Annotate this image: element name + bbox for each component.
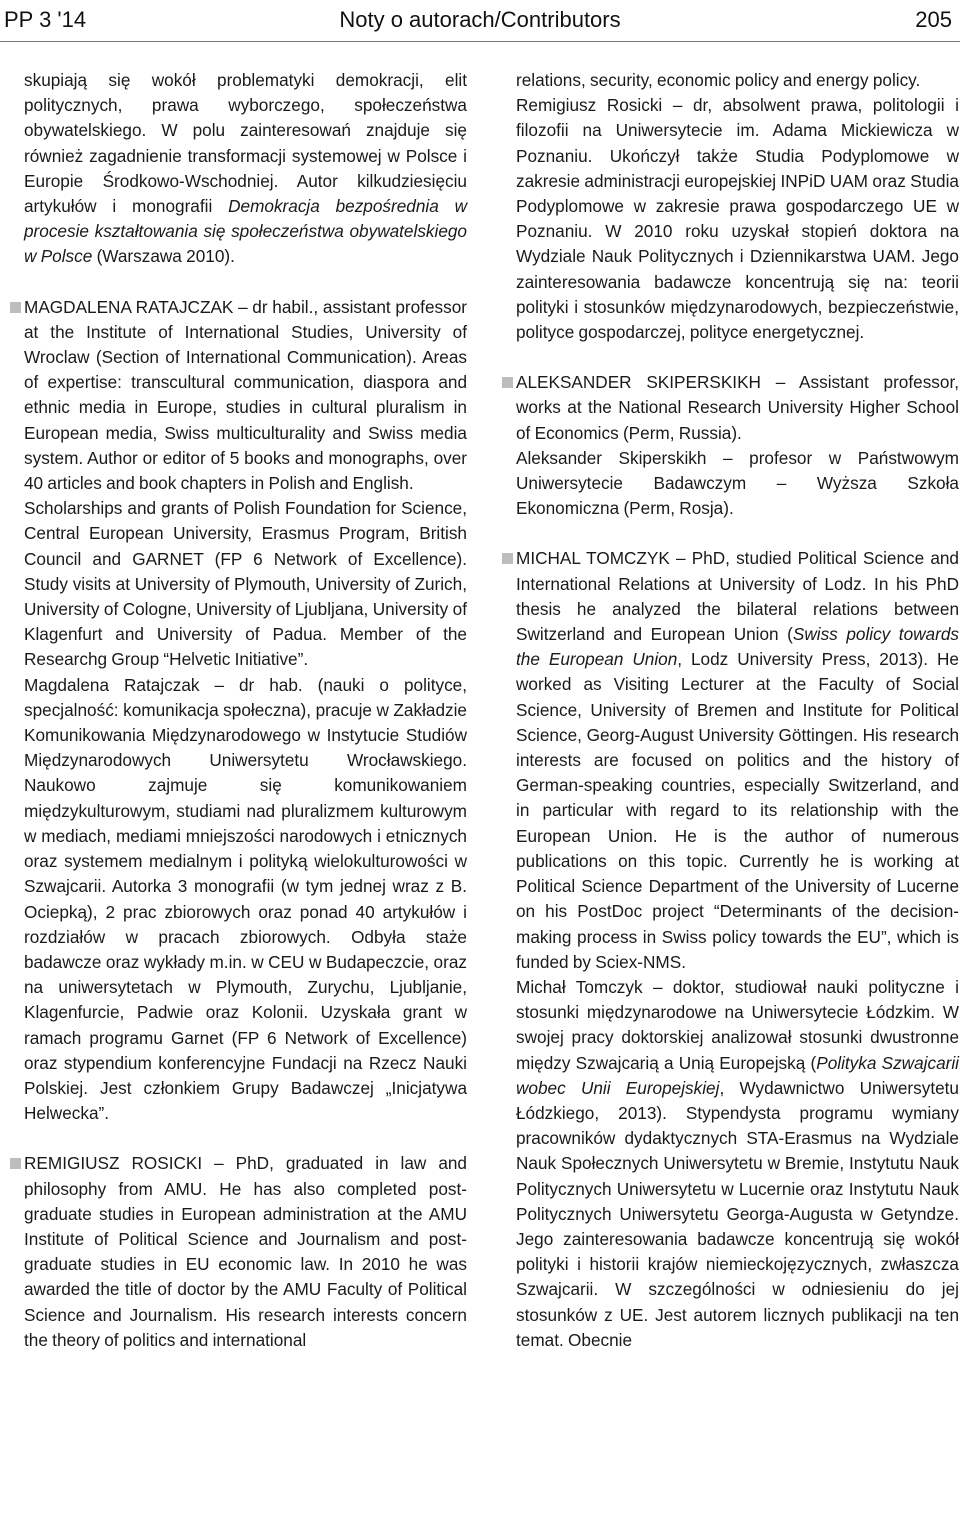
journal-issue: PP 3 '14 bbox=[4, 7, 87, 32]
contributor-entry-ratajczak bbox=[24, 295, 467, 1127]
book-title: Demokracja bezpośrednia w procesie kształtowania się społeczeństwa obywatelskiego w Polsce bbox=[24, 196, 468, 267]
left-column bbox=[24, 68, 467, 1353]
entry-bullet bbox=[502, 377, 513, 388]
page-header bbox=[0, 0, 960, 40]
contributor-name: MAGDALENA RATAJCZAK – dr habil. bbox=[24, 296, 314, 317]
contributor-name: MICHAL TOMCZYK – PhD bbox=[516, 548, 726, 569]
bio-english bbox=[516, 546, 959, 974]
bio-english bbox=[516, 370, 959, 446]
bio-text-cont: , Lodz University Press, 2013). He worked as Visiting Lecturer at the Faculty of Social Science, University of Bremen and Institute for Political Science, Georg-August University Göttingen. His research interests are focused on politics and the history of German-speaking countries, especially Switzerland, and in particular with regard to its relationship with the European Union. He is the author of numerous publications on this topic. Currently he is working at Political Science Department of the University of Lucerne on his PostDoc project “Determinants of the decision-making process in Swiss policy towards the EU”, which is funded by Sciex-NMS. bbox=[516, 649, 959, 972]
bio-polish-rosicki: Remigiusz Rosicki – dr, absolwent prawa, politologii i filozofii na Uniwersytecie im. Adama Mickiewicza w Poznaniu. Ukończył także Studia Podyplomowe w zakresie administracji europejskiej INPiD UAM oraz Studia Podyplomowe w zakresie prawa gospodarczego UE w Poznaniu. W 2010 roku uzyskał stopień doktora na Wydziale Nauk Politycznych i Dziennikarstwa UAM. Jego zainteresowania badawcze koncentrują się na: teorii polityki i stosunków międzynarodowych, bezpieczeństwie, polityce gospodarczej, polityce energetycznej. bbox=[516, 95, 959, 343]
entry-bullet bbox=[502, 553, 513, 564]
continued-paragraph bbox=[24, 68, 467, 270]
continued-text: skupiają się wokół problematyki demokracji, elit politycznych, prawa wyborczego, społeczeństwa obywatelskiego. W polu zainteresowań znajduje się również zagadnienie transformacji systemowej w Polsce i Europie Środkowo-Wschodniej. Autor kilkudziesięciu artykułów i monografii bbox=[24, 70, 467, 217]
right-column bbox=[516, 68, 959, 1353]
bio-polish bbox=[516, 975, 959, 1353]
section-title: Noty o autorach/Contributors bbox=[339, 7, 621, 32]
bio-polish: Magdalena Ratajczak – dr hab. (nauki o polityce, specjalność: komunikacja społeczna), pracuje w Zakładzie Komunikowania Międzynarodowego w Instytucie Studiów Międzynarodowych Uniwersytetu Wrocławskiego. Naukowo zajmuje się komunikowaniem międzykulturowym, studiami nad pluralizmem kulturowym w mediach, mediami mniejszości narodowych i etnicznych oraz systemem medialnym i polityką wielokulturowości w Szwajcarii. Autorka 3 monografii (w tym jednej wraz z B. Ociepką), 2 prac zbiorowych oraz ponad 40 artykułów i rozdziałów w pracach zbiorowych. Odbyła staże badawcze oraz wykłady m.in. w CEU w Budapeczcie, oraz na uniwersytetach w Plymouth, Zurychu, Ljubljanie, Klagenfurcie, Padwie oraz Kolonii. Uzyskała grant w ramach programu Garnet (FP 6 Network of Excellence) oraz stypendium konferencyjne Fundacji na Rzecz Nauki Polskiej. Jest członkiem Grupy Badawczej „Inicjatywa Helwecka”. bbox=[24, 674, 467, 1124]
bio-text: , graduated in law and philosophy from AMU. He has also completed post-graduate studies in European administration at the AMU Institute of Political Science and Journalism and post-graduate studies in EU economic law. In 2010 he was awarded the title of doctor by the AMU Faculty of Political Science and Journalism. His research interests concern the theory of politics and international bbox=[24, 1153, 467, 1350]
bio-english bbox=[24, 295, 467, 497]
bio-text: Michał Tomczyk – doktor, studiował nauki polityczne i stosunki międzynarodowe na Uniwersytecie Łódzkim. W swojej pracy doktorskiej analizował stosunki dwustronne między Szwajcarią a Unią Europejską ( bbox=[516, 976, 959, 1073]
contributor-entry-skiperskikh bbox=[516, 370, 959, 521]
contributor-entry-rosicki bbox=[24, 1151, 467, 1353]
entry-bullet bbox=[10, 302, 21, 313]
bio-english bbox=[24, 1151, 467, 1353]
bio-text: , works at the National Research University Higher School of Economics (Perm, Russia). bbox=[516, 372, 959, 443]
entry-bullet bbox=[10, 1158, 21, 1169]
bio-english-2: Scholarships and grants of Polish Foundation for Science, Central European University, Erasmus Program, British Council and GARNET (FP 6 Network of Excellence). Study visits at University of Plymouth, University of Zurich, University of Cologne, University of Ljubljana, University of Klagenfurt and University of Padua. Member of the Researchg Group “Helvetic Initiative”. bbox=[24, 498, 467, 670]
book-title: Polityka Szwajcarii wobec Unii Europejskiej bbox=[516, 1052, 959, 1098]
bio-polish: Aleksander Skiperskikh – profesor w Państwowym Uniwersytecie Badawczym – Wyższa Szkoła Ekonomiczna (Perm, Rosja). bbox=[516, 447, 959, 519]
book-title: Swiss policy towards the European Union bbox=[516, 624, 959, 670]
contributor-entry-tomczyk bbox=[516, 546, 959, 1353]
contributor-name: REMIGIUSZ ROSICKI – PhD bbox=[24, 1153, 270, 1174]
page-number: 205 bbox=[915, 7, 952, 32]
bio-text: , assistant professor at the Institute of International Studies, University of Wroclaw (Section of International Communication). Areas of expertise: transcultural communication, diaspora and ethnic media in Europe, studies in cultural pluralism in European media, Swiss multiculturality and Swiss media system. Author or editor of 5 books and monographs, over 40 articles and book chapters in Polish and English. bbox=[24, 296, 467, 494]
header-rule bbox=[0, 41, 960, 42]
contributor-name: ALEKSANDER SKIPERSKIKH – Assistant professor bbox=[516, 372, 955, 393]
continued-text-end: (Warszawa 2010). bbox=[96, 246, 235, 267]
bio-text-cont: , Wydawnictwo Uniwersytetu Łódzkiego, 2013). Stypendysta programu wymiany pracowników dydaktycznych STA-Erasmus na Wydziale Nauk Społecznych Uniwersytetu w Bremie, Instytutu Nauk Politycznych Uniwersytetu w Lucernie oraz Instytutu Nauk Politycznych Uniwersytetu Georga-Augusta w Getyndze. Jego zainteresowania badawcze koncentrują się wokół polityki i historii krajów niemieckojęzycznych, zwłaszcza Szwajcarii. W szczególności w odniesieniu do jej stosunków z UE. Jest autorem licznych publikacji na ten temat. Obecnie bbox=[516, 1077, 959, 1350]
bio-text: , studied Political Science and International Relations at University of Lodz. In his PhD thesis he analyzed the bilateral relations between Switzerland and European Union ( bbox=[516, 548, 959, 645]
bio-continued: relations, security, economic policy and energy policy. bbox=[516, 70, 921, 90]
